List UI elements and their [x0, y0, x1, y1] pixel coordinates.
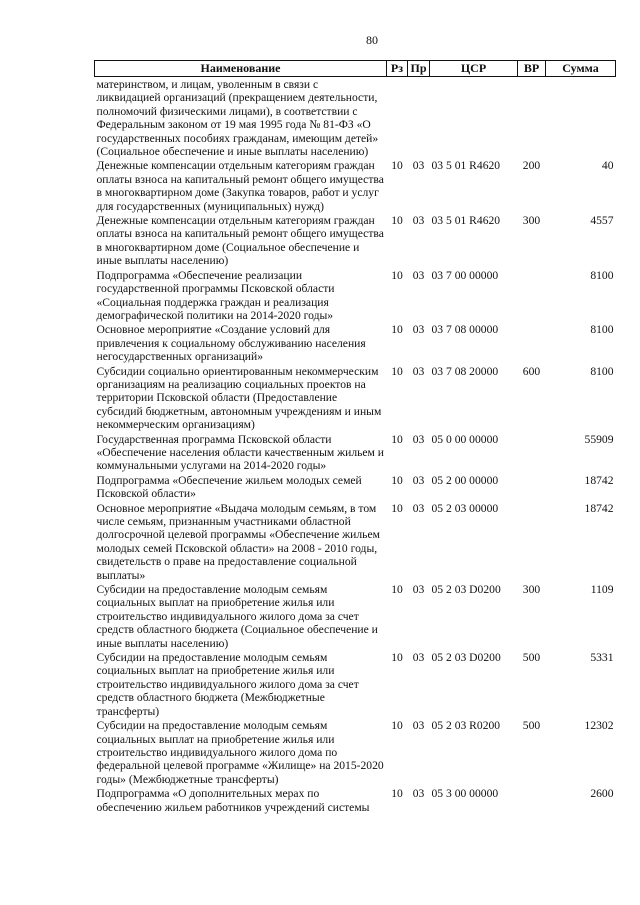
header-sum: Сумма [546, 61, 616, 77]
row-rz: 10 [391, 364, 403, 378]
row-name: материнством, и лицам, уволенным в связи с ликвидацией организаций (прекращением деятельности, полномочий физическими лицами), в соответствии с Федеральным законом от 19 мая 1995 года № 81-ФЗ «О государственных пособиях гражданам, имеющим детей» (Социальное обеспечение и иные выплаты населению) [96, 78, 379, 159]
row-vr: 500 [522, 651, 541, 665]
row-vr: 200 [522, 159, 541, 173]
row-csr: 05 2 00 00000 [431, 473, 499, 487]
row-csr: 05 2 03 R0200 [431, 719, 501, 733]
row-sum: 18742 [584, 473, 614, 487]
row-sum: 2600 [590, 787, 614, 801]
row-csr [430, 77, 518, 159]
row-vr: 600 [522, 364, 541, 378]
row-rz: 10 [391, 159, 403, 173]
row-csr: 05 3 00 00000 [431, 787, 499, 801]
row-pr: 03 [412, 268, 425, 282]
row-rz: 10 [391, 432, 403, 446]
row-vr [518, 501, 546, 582]
row-rz: 10 [391, 214, 403, 228]
row-sum [546, 77, 616, 159]
row-csr: 03 7 08 20000 [431, 364, 499, 378]
row-pr: 03 [412, 787, 425, 801]
table-row [95, 77, 616, 159]
row-pr: 03 [412, 364, 425, 378]
row-rz: 10 [391, 719, 403, 733]
row-vr: 500 [522, 719, 541, 733]
row-rz: 10 [391, 787, 403, 801]
table-row [95, 718, 616, 786]
row-sum: 4557 [590, 214, 614, 228]
budget-table [94, 60, 616, 814]
row-pr: 03 [412, 583, 425, 597]
row-name: Субсидии на предоставление молодым семьям социальных выплат на приобретение жилья или строительство индивидуального жилого дома за счет средств областного бюджета (Межбюджетные трансферты) [96, 651, 359, 718]
table-row [95, 213, 616, 268]
header-rz: Рз [387, 61, 408, 77]
row-sum: 5331 [590, 651, 614, 665]
row-vr [518, 268, 546, 323]
row-pr: 03 [412, 214, 425, 228]
row-name: Субсидии на предоставление молодым семьям социальных выплат на приобретение жилья или строительство индивидуального жилого дома за счет средств областного бюджета (Социальное обеспечение и иные выплаты населению) [96, 583, 378, 650]
row-sum: 1109 [590, 583, 614, 597]
row-vr [518, 473, 546, 501]
row-name: Субсидии социально ориентированным некоммерческим организациям на реализацию социальных проектов на территории Псковской области (Предоставление субсидий бюджетным, автономным учреждениям и иным некоммерческим организациям) [96, 364, 382, 432]
row-name: Государственная программа Псковской области «Обеспечение населения области качественным жильем и коммунальными услугами на 2014-2020 годы» [96, 432, 384, 473]
row-csr: 03 7 00 00000 [431, 268, 499, 282]
row-sum: 40 [601, 159, 614, 173]
row-vr: 300 [522, 583, 541, 597]
table-row [95, 473, 616, 501]
row-sum: 8100 [590, 364, 614, 378]
header-name: Наименование [95, 61, 387, 77]
row-name: Подпрограмма «О дополнительных мерах по обеспечению жильем работников учреждений системы [96, 787, 370, 814]
row-sum: 8100 [590, 268, 614, 282]
row-sum: 55909 [584, 432, 614, 446]
table-row [95, 322, 616, 363]
table-row [95, 364, 616, 432]
table-header-row [95, 61, 616, 77]
row-pr: 03 [412, 432, 425, 446]
row-vr [518, 77, 546, 159]
row-name: Подпрограмма «Обеспечение жильем молодых семей Псковской области» [96, 473, 362, 501]
table-row [95, 158, 616, 213]
row-csr: 05 0 00 00000 [431, 432, 499, 446]
row-rz: 10 [391, 323, 403, 337]
row-name: Денежные компенсации отдельным категориям граждан оплаты взноса на капитальный ремонт общего имущества в многоквартирном доме (Социальное обеспечение и иные выплаты населению) [96, 214, 384, 268]
row-vr [518, 322, 546, 363]
row-pr: 03 [412, 719, 425, 733]
row-sum: 18742 [584, 501, 614, 515]
table-row [95, 268, 616, 323]
table-row [95, 582, 616, 650]
row-rz: 10 [391, 501, 403, 515]
row-rz: 10 [391, 268, 403, 282]
table-row [95, 432, 616, 473]
table-row [95, 650, 616, 718]
row-csr: 05 2 03 00000 [431, 501, 499, 515]
row-pr: 03 [412, 501, 425, 515]
header-vr: ВР [518, 61, 546, 77]
table-row [95, 786, 616, 814]
row-csr: 03 5 01 R4620 [431, 214, 501, 228]
row-rz: 10 [391, 651, 403, 665]
page-number: 80 [366, 33, 378, 47]
row-name: Основное мероприятие «Создание условий для привлечения к социальному обслуживанию населения негосударственных организаций» [96, 323, 366, 364]
row-vr [518, 432, 546, 473]
row-rz: 10 [391, 583, 403, 597]
header-csr: ЦСР [430, 61, 518, 77]
row-vr: 300 [522, 214, 541, 228]
row-name: Основное мероприятие «Выдача молодым семьям, в том числе семьям, признанным участниками областной долгосрочной целевой программы «Обеспечение жильем молодых семей Псковской области» на 2008 - 2010 годы, свидетельств о праве на предоставление социальной выплаты» [96, 501, 380, 582]
row-rz [387, 77, 408, 159]
row-rz: 10 [391, 473, 403, 487]
header-pr: Пр [408, 61, 430, 77]
row-csr: 03 5 01 R4620 [431, 159, 501, 173]
table-row [95, 501, 616, 582]
row-name: Денежные компенсации отдельным категориям граждан оплаты взноса на капитальный ремонт общего имущества в многоквартирном доме (Закупка товаров, работ и услуг для государственных (муниципальных) нужд) [96, 159, 384, 213]
row-pr [408, 77, 430, 159]
row-csr: 05 2 03 D0200 [431, 583, 501, 597]
row-pr: 03 [412, 651, 425, 665]
row-name: Субсидии на предоставление молодым семьям социальных выплат на приобретение жилья или строительство индивидуального жилого дома по федеральной целевой программе «Жилище» на 2015-2020 годы» (Межбюджетные трансферты) [96, 719, 384, 786]
row-pr: 03 [412, 323, 425, 337]
row-pr: 03 [412, 159, 425, 173]
row-name: Подпрограмма «Обеспечение реализации государственной программы Псковской области «Социальная поддержка граждан и реализация демографической политики на 2014-2020 годы» [96, 268, 335, 322]
row-vr [518, 786, 546, 814]
row-pr: 03 [412, 473, 425, 487]
row-sum: 12302 [584, 719, 614, 733]
row-csr: 03 7 08 00000 [431, 323, 499, 337]
row-sum: 8100 [590, 323, 614, 337]
row-csr: 05 2 03 D0200 [431, 651, 501, 665]
